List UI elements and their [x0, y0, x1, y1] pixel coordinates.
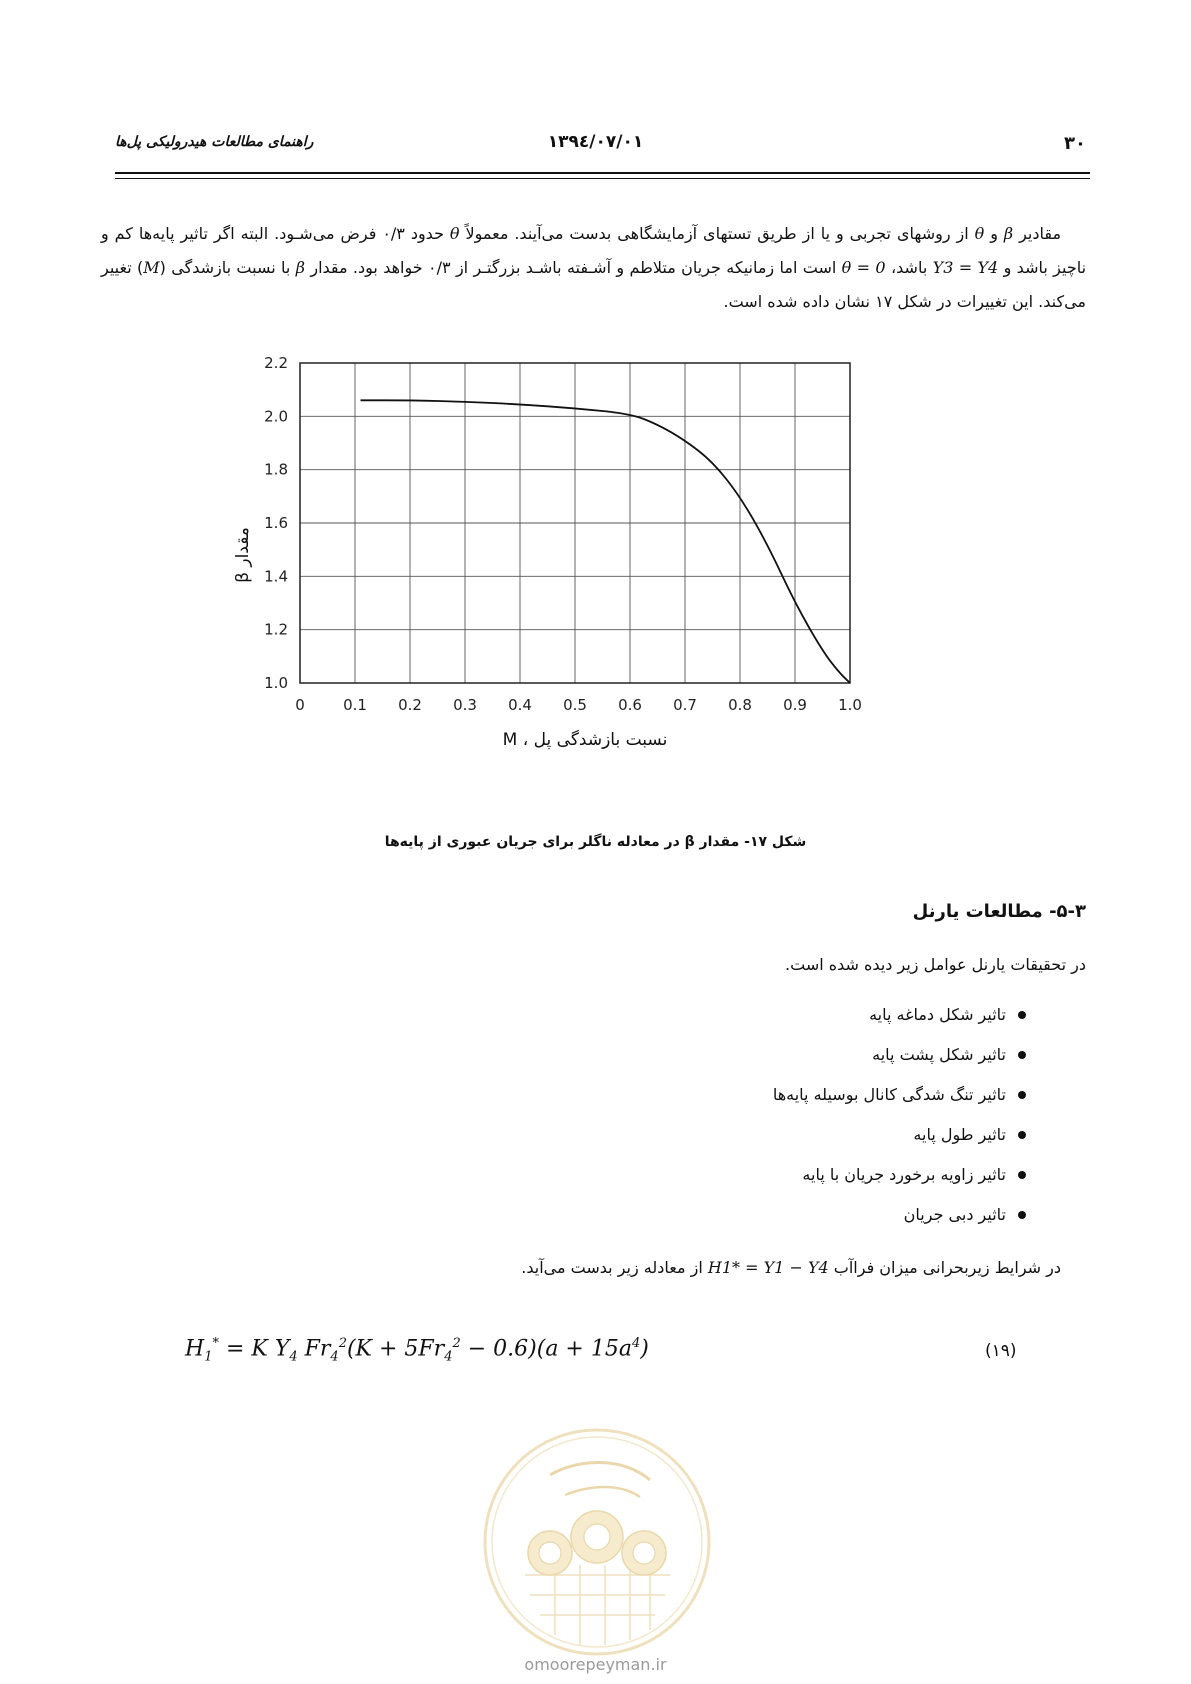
theta-equation: θ = 0 [841, 258, 886, 277]
y-axis-label: مقدار β [233, 527, 253, 583]
y-tick-label: 1.8 [264, 460, 288, 479]
list-item [773, 1035, 1086, 1075]
factor-list [773, 995, 1086, 1235]
text-span: با نسبت بازشدگی ( [159, 258, 291, 277]
x-tick-label: 0.9 [783, 696, 807, 714]
y-tick-label: 1.4 [264, 567, 288, 586]
chart-grid [300, 363, 850, 683]
header-date: ۱۳۹٤/۰۷/۰۱ [547, 132, 644, 152]
bullet-icon [1018, 1051, 1026, 1059]
y-equation: Y3 = Y4 [932, 258, 999, 277]
bullet-icon [1018, 1131, 1026, 1139]
x-tick-label: 0 [295, 696, 305, 714]
text-span: است اما زمانیکه جریان متلاطم و آشـفته باشـد بزرگتـر از [455, 258, 837, 277]
text-span: حدود ۰/۳ فرض می‌شـود. [274, 224, 444, 243]
list-item-text: تاثیر زاویه برخورد جریان با پایه [802, 1165, 1006, 1184]
y-tick-label: 1.6 [264, 514, 288, 532]
list-item-text: تاثیر تنگ شدگی کانال بوسیله پایه‌ها [772, 1085, 1006, 1104]
figure-caption: شکل ۱۷- مقدار β در معادله ناگلر برای جریان عبوری از پایه‌ها [384, 834, 807, 850]
bullet-icon [1018, 1211, 1026, 1219]
list-item [773, 1115, 1086, 1155]
list-item-text: تاثیر دبی جریان [903, 1205, 1006, 1224]
text-span: مقادیر [1019, 224, 1062, 243]
bullet-icon [1018, 1011, 1026, 1019]
beta-symbol: β [295, 258, 305, 277]
x-tick-label: 0.4 [508, 696, 532, 714]
text-span: از معادله زیر بدست می‌آید. [521, 1258, 703, 1277]
text-span: و [990, 224, 998, 243]
header-rule-thin [115, 178, 1090, 179]
intro-line-1 [101, 217, 1086, 319]
watermark-logo [480, 1425, 715, 1660]
list-item [773, 1075, 1086, 1115]
x-tick-label: 0.2 [398, 696, 422, 714]
y-tick-labels [264, 354, 288, 692]
theta-symbol: θ [449, 224, 460, 243]
x-axis-label: نسبت بازشدگی پل ، M [502, 730, 668, 750]
beta-chart [230, 354, 970, 820]
beta-symbol: β [1003, 224, 1014, 243]
list-item-text: تاثیر طول پایه [913, 1125, 1006, 1144]
list-item-text: تاثیر شکل پشت پایه [872, 1045, 1006, 1064]
list-item [773, 1195, 1086, 1235]
equation-19: $H_1^* = K$ $Y_4$ $Fr_4^2(K + 5Fr_4^2 - 0.6)(a + 15a^4)$ [185, 1336, 649, 1365]
y-tick-label: 2.0 [264, 407, 288, 426]
m-variable: M [143, 258, 160, 277]
header-title: راهنمای مطالعات هیدرولیکی پل‌ها [115, 134, 314, 150]
list-item [773, 1155, 1086, 1195]
text-span: ۰/۳ خواهد بود. مقدار [310, 258, 451, 277]
x-tick-label: 1.0 [838, 696, 862, 714]
section-intro: در تحقیقات یارنل عوامل زیر دیده شده است. [785, 955, 1086, 974]
y-tick-label: 2.2 [264, 354, 288, 372]
equation-number: (۱۹) [985, 1341, 1017, 1361]
header-rule-thick [115, 172, 1090, 174]
text-span: از روشهای تجربی و یا از طریق تستهای آزمایشگاهی بدست می‌آیند. معمولاً [465, 224, 969, 243]
intro-paragraph [101, 217, 1086, 319]
watermark-url: omoorepeyman.ir [524, 1655, 667, 1674]
text-span: باشد، [890, 258, 928, 277]
section-heading: ۵-۳- مطالعات یارنل [912, 901, 1086, 922]
h1-expression: H1* = Y1 − Y4 [707, 1258, 829, 1277]
text-span: ) تغییر می‌کند. این تغییرات در شکل ۱۷ نشان داده شده است. [101, 258, 1086, 311]
text-span: در شرایط زیربحرانی میزان فراآب [833, 1258, 1061, 1277]
series-line [361, 400, 851, 683]
page-number: ۳۰ [1064, 133, 1086, 154]
x-tick-labels [295, 696, 862, 714]
list-item-text: تاثیر شکل دماغه پایه [869, 1005, 1006, 1024]
x-tick-label: 0.6 [618, 696, 642, 714]
list-item [773, 995, 1086, 1035]
x-tick-label: 0.1 [343, 696, 367, 714]
theta-symbol: θ [974, 224, 985, 243]
x-tick-label: 0.8 [728, 696, 752, 714]
logo-script-icon [550, 1463, 650, 1481]
text-span: البته اگر تاثیر پایه‌ها کم و ناچیز باشد و [101, 224, 1087, 277]
condition-paragraph [521, 1258, 1061, 1277]
x-tick-label: 0.7 [673, 696, 697, 714]
x-tick-label: 0.3 [453, 696, 477, 714]
x-tick-label: 0.5 [563, 696, 587, 714]
bullet-icon [1018, 1171, 1026, 1179]
y-tick-label: 1.0 [264, 674, 288, 692]
bullet-icon [1018, 1091, 1026, 1099]
y-tick-label: 1.2 [264, 620, 288, 639]
